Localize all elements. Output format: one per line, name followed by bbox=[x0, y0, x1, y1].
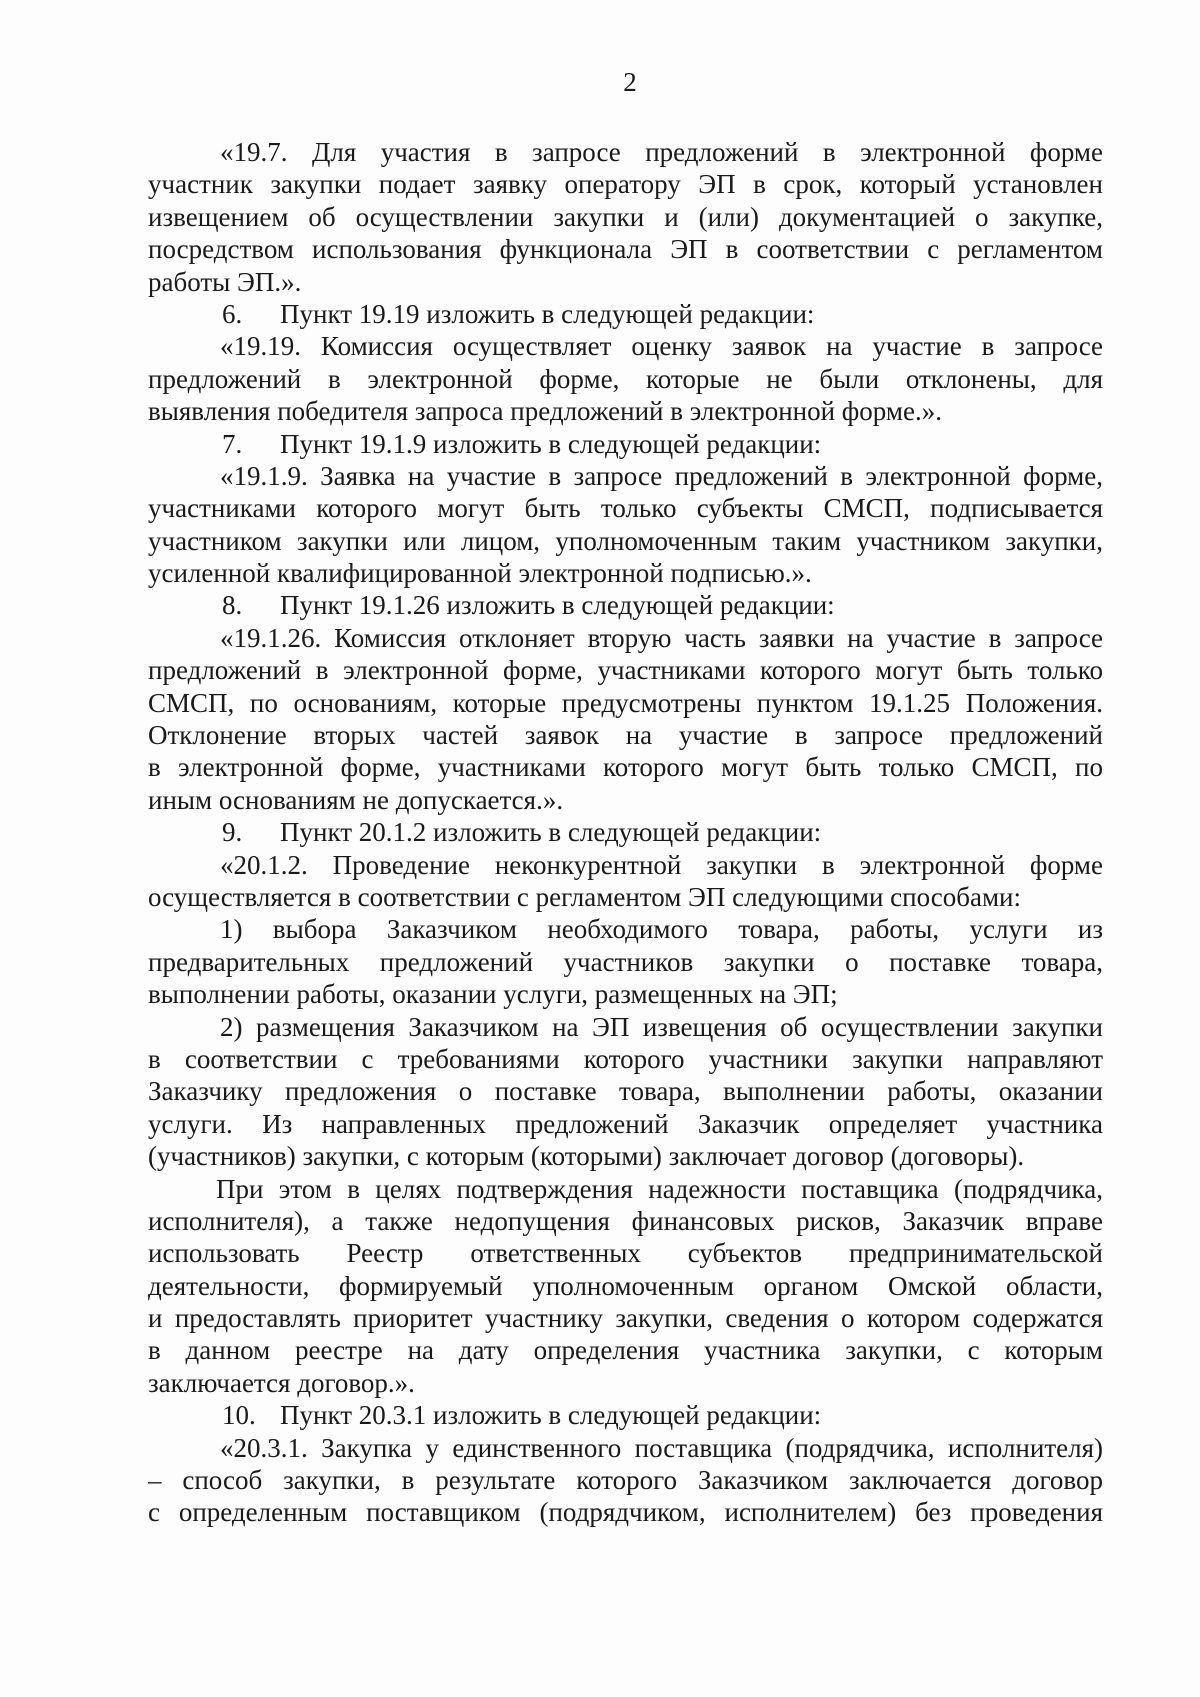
numbered-item-line bbox=[148, 298, 1103, 330]
line-text: выявления победителя запроса предложений в электронной форме.». bbox=[148, 396, 942, 427]
text-line bbox=[148, 751, 1103, 783]
item-number: 10. bbox=[222, 1400, 256, 1431]
line-text: извещением об осуществлении закупки и (или) документацией о закупке, bbox=[148, 201, 1103, 232]
text-line bbox=[148, 1334, 1103, 1366]
line-text: Пункт 19.19 изложить в следующей редакции: bbox=[280, 298, 815, 329]
text-line bbox=[148, 654, 1103, 686]
line-text: Заказчику предложения о поставке товара, выполнении работы, оказании bbox=[148, 1076, 1103, 1107]
line-text: 2) размещения Заказчиком на ЭП извещения об осуществлении закупки bbox=[220, 1011, 1103, 1042]
text-line bbox=[148, 1075, 1103, 1107]
line-text: работы ЭП.». bbox=[148, 266, 302, 297]
text-line bbox=[148, 363, 1103, 395]
line-text: посредством использования функционала ЭП в соответствии с регламентом bbox=[148, 234, 1103, 265]
text-line bbox=[148, 1496, 1103, 1528]
text-line bbox=[148, 946, 1103, 978]
line-text: Пункт 19.1.26 изложить в следующей редакции: bbox=[280, 590, 835, 621]
line-text: предложений в электронной форме, которые не были отклонены, для bbox=[148, 363, 1103, 394]
text-line bbox=[148, 1237, 1103, 1269]
line-text: в соответствии с требованиями которого участники закупки направляют bbox=[148, 1043, 1103, 1074]
numbered-item-line bbox=[148, 1399, 1103, 1431]
text-line bbox=[148, 978, 1103, 1010]
text-line bbox=[148, 136, 1103, 168]
line-text: и предоставлять приоритет участнику закупки, сведения о котором содержатся bbox=[148, 1303, 1103, 1334]
text-line bbox=[148, 1108, 1103, 1140]
text-line bbox=[148, 622, 1103, 654]
line-text: осуществляется в соответствии с регламентом ЭП следующими способами: bbox=[148, 881, 1021, 912]
line-text: услуги. Из направленных предложений Заказчик определяет участника bbox=[148, 1108, 1103, 1139]
text-line bbox=[148, 168, 1103, 200]
text-line bbox=[148, 1464, 1103, 1496]
item-number: 9. bbox=[222, 817, 243, 848]
line-text: «19.1.26. Комиссия отклоняет вторую часть заявки на участие в запросе bbox=[220, 622, 1103, 653]
line-text: (участников) закупки, с которым (которыми) заключает договор (договоры). bbox=[148, 1141, 1025, 1172]
text-line bbox=[148, 849, 1103, 881]
text-line bbox=[148, 881, 1103, 913]
text-line bbox=[148, 913, 1103, 945]
text-line bbox=[148, 687, 1103, 719]
text-line bbox=[148, 1173, 1103, 1205]
text-line bbox=[148, 330, 1103, 362]
text-line bbox=[148, 492, 1103, 524]
text-line bbox=[148, 525, 1103, 557]
text-line bbox=[148, 1367, 1103, 1399]
text-line bbox=[148, 201, 1103, 233]
line-text: с определенным поставщиком (подрядчиком, исполнителем) без проведения bbox=[148, 1497, 1103, 1528]
line-text: деятельности, формируемый уполномоченным органом Омской области, bbox=[148, 1270, 1103, 1301]
line-text: «19.19. Комиссия осуществляет оценку заявок на участие в запросе bbox=[220, 331, 1103, 362]
text-line bbox=[148, 719, 1103, 751]
text-line bbox=[148, 1302, 1103, 1334]
item-number: 6. bbox=[222, 298, 243, 329]
text-line bbox=[148, 460, 1103, 492]
line-text: участниками которого могут быть только субъекты СМСП, подписывается bbox=[148, 493, 1103, 524]
numbered-item-line bbox=[148, 589, 1103, 621]
line-text: «20.1.2. Проведение неконкурентной закупки в электронной форме bbox=[220, 849, 1103, 880]
text-line bbox=[148, 266, 1103, 298]
item-number: 7. bbox=[222, 428, 243, 459]
line-text: использовать Реестр ответственных субъектов предпринимательской bbox=[148, 1238, 1103, 1269]
text-line bbox=[148, 784, 1103, 816]
text-line bbox=[148, 1205, 1103, 1237]
line-text: выполнении работы, оказании услуги, размещенных на ЭП; bbox=[148, 979, 838, 1010]
line-text: Пункт 20.1.2 изложить в следующей редакции: bbox=[280, 817, 822, 848]
line-text: в данном реестре на дату определения участника закупки, с которым bbox=[148, 1335, 1103, 1366]
text-line bbox=[148, 1043, 1103, 1075]
line-text: – способ закупки, в результате которого Заказчиком заключается договор bbox=[148, 1465, 1103, 1496]
line-text: исполнителя), а также недопущения финансовых рисков, Заказчик вправе bbox=[148, 1205, 1103, 1236]
line-text: «19.1.9. Заявка на участие в запросе предложений в электронной форме, bbox=[220, 460, 1103, 491]
numbered-item-line bbox=[148, 816, 1103, 848]
line-text: «20.3.1. Закупка у единственного поставщика (подрядчика, исполнителя) bbox=[220, 1432, 1103, 1463]
text-line bbox=[148, 1011, 1103, 1043]
numbered-item-line bbox=[148, 428, 1103, 460]
line-text: СМСП, по основаниям, которые предусмотрены пунктом 19.1.25 Положения. bbox=[148, 687, 1103, 718]
text-line bbox=[148, 233, 1103, 265]
text-line bbox=[148, 1140, 1103, 1172]
line-text: Пункт 19.1.9 изложить в следующей редакции: bbox=[280, 428, 822, 459]
line-text: иным основаниям не допускается.». bbox=[148, 784, 564, 815]
text-line bbox=[148, 557, 1103, 589]
line-text: Отклонение вторых частей заявок на участие в запросе предложений bbox=[148, 720, 1103, 751]
line-text: предложений в электронной форме, участниками которого могут быть только bbox=[148, 655, 1103, 686]
text-line bbox=[148, 395, 1103, 427]
line-text: предварительных предложений участников закупки о поставке товара, bbox=[148, 946, 1103, 977]
text-line bbox=[148, 1432, 1103, 1464]
line-text: При этом в целях подтверждения надежности поставщика (подрядчика, bbox=[216, 1173, 1103, 1204]
line-text: участник закупки подает заявку оператору ЭП в срок, который установлен bbox=[148, 169, 1103, 200]
line-text: 1) выбора Заказчиком необходимого товара, работы, услуги из bbox=[220, 914, 1103, 945]
item-number: 8. bbox=[222, 590, 243, 621]
document-body bbox=[148, 136, 1103, 1529]
line-text: усиленной квалифицированной электронной подписью.». bbox=[148, 558, 812, 589]
line-text: «19.7. Для участия в запросе предложений в электронной форме bbox=[220, 137, 1103, 167]
page-number: 2 bbox=[623, 67, 637, 97]
line-text: Пункт 20.3.1 изложить в следующей редакции: bbox=[280, 1400, 822, 1431]
line-text: в электронной форме, участниками которого могут быть только СМСП, по bbox=[148, 752, 1103, 783]
line-text: участником закупки или лицом, уполномоченным таким участником закупки, bbox=[148, 525, 1103, 556]
text-line bbox=[148, 1270, 1103, 1302]
line-text: заключается договор.». bbox=[148, 1367, 415, 1398]
